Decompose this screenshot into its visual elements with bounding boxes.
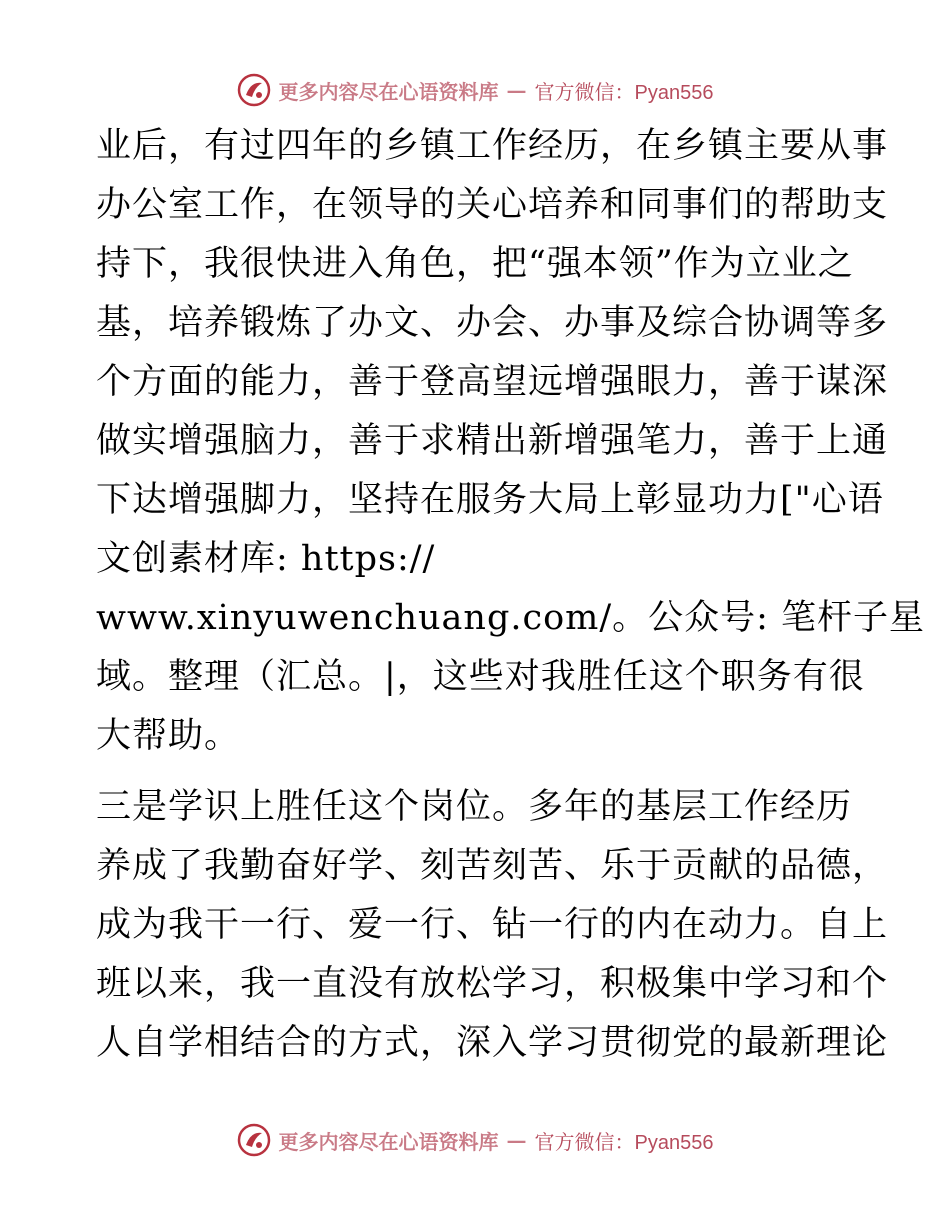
paragraph-line: 域。整理（汇总。|，这些对我胜任这个职务有很: [96, 657, 865, 697]
paragraph-line: 个方面的能力，善于登高望远增强眼力，善于谋深: [96, 362, 889, 402]
logo-icon: [237, 1123, 271, 1157]
paragraph-line: 基，培养锻炼了办文、办会、办事及综合协调等多: [96, 303, 889, 343]
paragraph-line: 班以来，我一直没有放松学习，积极集中学习和个: [96, 964, 889, 1004]
paragraph-line: 做实增强脑力，善于求精出新增强笔力，善于上通: [96, 421, 889, 461]
paragraph-line: 大帮助。: [96, 716, 241, 756]
paragraph-line: 持下，我很快进入角色，把“强本领”作为立业之: [96, 244, 854, 284]
paragraph-line: 业后，有过四年的乡镇工作经历，在乡镇主要从事: [96, 126, 889, 166]
banner-text: 更多内容尽在心语资料库: [278, 1129, 499, 1154]
logo-icon: [237, 73, 271, 107]
banner-wechat: 官方微信：Pyan556: [534, 81, 714, 104]
paragraph-line: www.xinyuwenchuang.com/。公众号: 笔杆子星: [96, 598, 926, 638]
banner-wechat: 官方微信：Pyan556: [534, 1131, 714, 1154]
paragraph-line: 文创素材库: https://: [96, 539, 436, 579]
paragraph-line: 成为我干一行、爱一行、钻一行的内在动力。自上: [96, 905, 889, 945]
banner-separator: —: [506, 78, 527, 102]
paragraph-line: 养成了我勤奋好学、刻苦刻苦、乐于贡献的品德，: [96, 846, 889, 886]
banner-text: 更多内容尽在心语资料库: [278, 79, 499, 104]
paragraph-line: 办公室工作，在领导的关心培养和同事们的帮助支: [96, 185, 889, 225]
footer-banner: [0, 1120, 950, 1160]
paragraph-line: 下达增强脚力，坚持在服务大局上彰显功力["心语: [96, 480, 884, 520]
paragraph-line: 三是学识上胜任这个岗位。多年的基层工作经历: [96, 787, 853, 827]
header-banner: [0, 70, 950, 110]
paragraph-line: 人自学相结合的方式，深入学习贯彻党的最新理论: [96, 1023, 889, 1063]
banner-separator: —: [506, 1128, 527, 1152]
